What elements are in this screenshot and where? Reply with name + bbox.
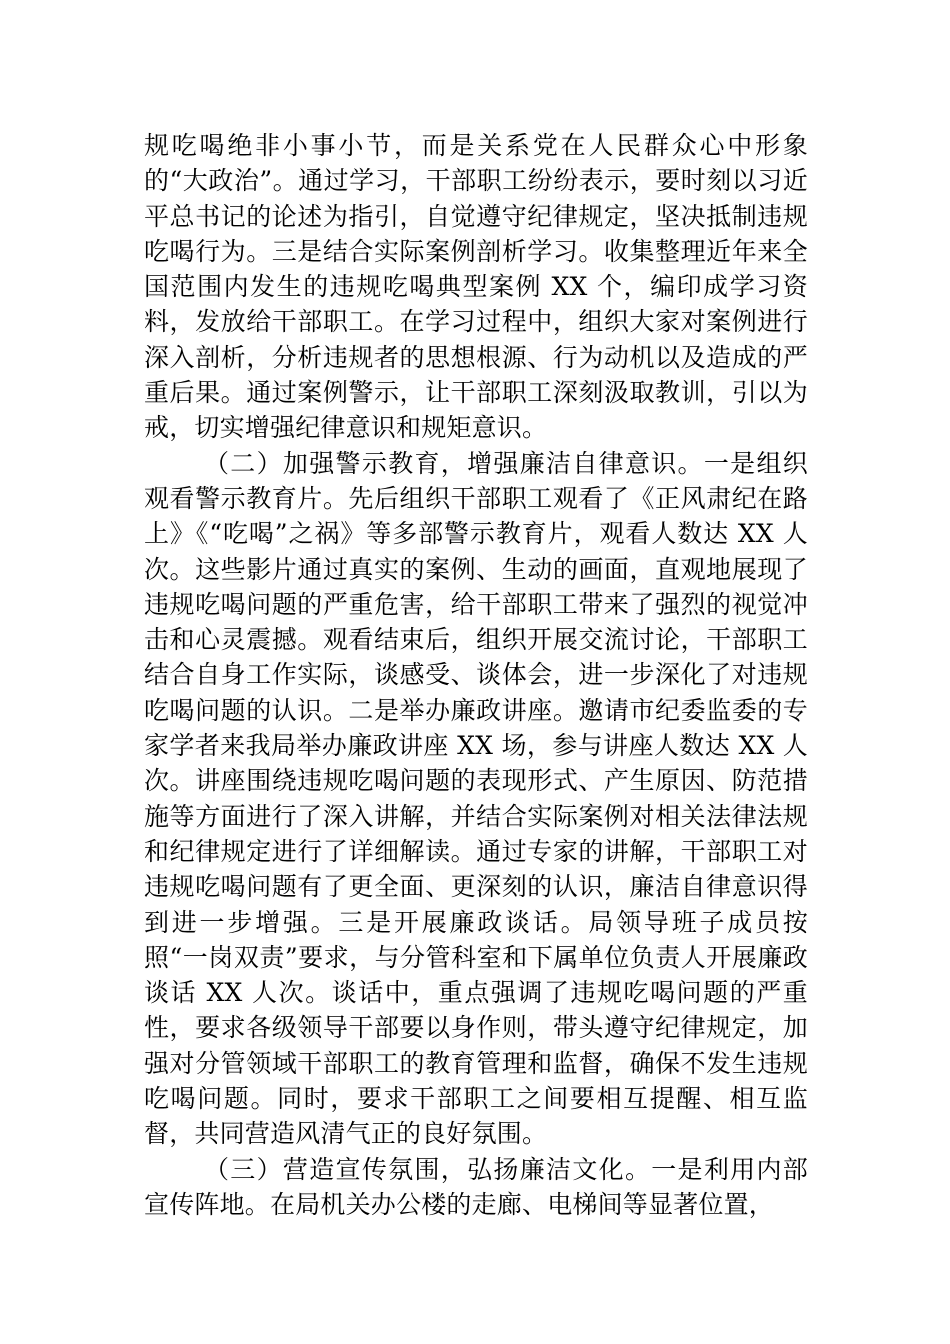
paragraph-1: 规吃喝绝非小事小节，而是关系党在人民群众心中形象的“大政治”。通过学习，干部职工纷纷表示，要时刻以习近平总书记的论述为指引，自觉遵守纪律规定，坚决抵制违规吃喝行为。三是结合实际案例剖析学习。收集整理近年来全国范围内发生的违规吃喝典型案例 XX 个，编印成学习资料，发放给干部职工。在学习过程中，组织大家对案例进行深入剖析，分析违规者的思想根源、行为动机以及造成的严重后果。通过案例警示，让干部职工深刻汲取教训，引以为戒，切实增强纪律意识和规矩意识。: [144, 131, 808, 443]
document-body: [144, 128, 808, 1222]
paragraph-3: （三）营造宣传氛围，弘扬廉洁文化。一是利用内部宣传阵地。在局机关办公楼的走廊、电梯间等显著位置，: [144, 1154, 808, 1219]
paragraph-2: （二）加强警示教育，增强廉洁自律意识。一是组织观看警示教育片。先后组织干部职工观看了《正风肃纪在路上》《“吃喝”之祸》等多部警示教育片，观看人数达 XX 人次。这些影片通过真实的案例、生动的画面，直观地展现了违规吃喝问题的严重危害，给干部职工带来了强烈的视觉冲击和心灵震撼。观看结束后，组织开展交流讨论，干部职工结合自身工作实际，谈感受、谈体会，进一步深化了对违规吃喝问题的认识。二是举办廉政讲座。邀请市纪委监委的专家学者来我局举办廉政讲座 XX 场，参与讲座人数达 XX 人次。讲座围绕违规吃喝问题的表现形式、产生原因、防范措施等方面进行了深入讲解，并结合实际案例对相关法律法规和纪律规定进行了详细解读。通过专家的讲解，干部职工对违规吃喝问题有了更全面、更深刻的认识，廉洁自律意识得到进一步增强。三是开展廉政谈话。局领导班子成员按照“一岗双责”要求，与分管科室和下属单位负责人开展廉政谈话 XX 人次。谈话中，重点强调了违规吃喝问题的严重性，要求各级领导干部要以身作则，带头遵守纪律规定，加强对分管领域干部职工的教育管理和监督，确保不发生违规吃喝问题。同时，要求干部职工之间要相互提醒、相互监督，共同营造风清气正的良好氛围。: [144, 448, 808, 1149]
